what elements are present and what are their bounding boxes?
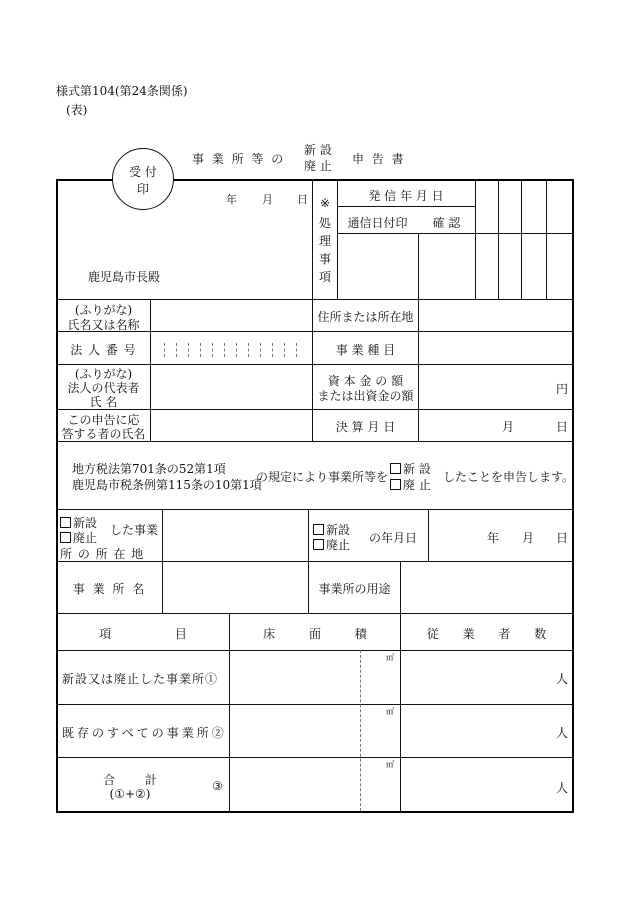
date-day-label: 日	[297, 193, 308, 206]
rep-furigana-label: (ふりがな)	[74, 367, 133, 381]
date-new-label: 新設	[326, 523, 351, 537]
row-1-people-unit: 人	[556, 672, 569, 686]
fiscal-day-label: 日	[556, 420, 569, 434]
title-option-new: 新 設	[304, 143, 332, 157]
table-header-employees: 従 業 者 数	[426, 627, 547, 641]
representative-input[interactable]	[151, 365, 312, 409]
processing-char-2: 理	[318, 234, 331, 248]
name-label: 氏名又は名称	[67, 318, 140, 332]
representative-label: 法人の代表者	[67, 381, 140, 395]
declaration-new-checkbox[interactable]	[390, 460, 431, 477]
sent-date-label: 発 信 年 月 日	[368, 189, 444, 203]
addressee: 鹿児島市長殿	[88, 270, 161, 284]
capital-label-1: 資 本 金 の 額	[327, 374, 404, 388]
responder-input[interactable]	[151, 410, 312, 441]
stamp-line-2: 印	[136, 182, 149, 196]
row-3-label: 合 計	[103, 773, 157, 787]
furigana-label: (ふりがな)	[74, 303, 133, 317]
change-date-label: の年月日	[369, 531, 418, 545]
row-1-label: 新設又は廃止した事業所①	[62, 672, 219, 686]
office-use-input[interactable]	[401, 562, 572, 613]
business-type-label: 事 業 種 目	[335, 343, 396, 357]
declaration-abolish-label: 廃 止	[403, 478, 431, 492]
processing-mark: ※	[319, 196, 331, 210]
confirm-label: 確 認	[432, 216, 461, 230]
table-header-area: 床 面 積	[263, 627, 367, 641]
change-month-label: 月	[522, 531, 535, 545]
form-side: (表)	[66, 103, 88, 117]
address-input[interactable]	[419, 300, 572, 331]
law-reference-2: 鹿児島市税条例第115条の10第1項	[72, 478, 262, 492]
location-label-suffix: した事業	[110, 523, 159, 537]
address-label: 住所または所在地	[317, 310, 414, 324]
responder-label-2: 答する者の氏名	[61, 427, 146, 441]
law-reference-1: 地方税法第701条の52第1項	[72, 462, 226, 476]
reception-stamp	[112, 148, 174, 210]
table-header-item: 項 目	[99, 627, 187, 641]
capital-label-2: または出資金の額	[317, 389, 414, 403]
date-month-label: 月	[262, 193, 273, 206]
title-right: 申 告 書	[352, 152, 406, 166]
form-number: 様式第104(第24条関係)	[56, 84, 188, 98]
processing-char-1: 処	[318, 216, 331, 230]
processing-char-4: 項	[318, 270, 331, 284]
row-3-number: ③	[212, 779, 223, 793]
location-abolish-label: 廃止	[73, 531, 98, 545]
responder-label-1: この申告に応	[67, 413, 140, 427]
declaration-middle: の規定により事業所等を	[256, 470, 389, 484]
fiscal-month-label: 月	[502, 420, 515, 434]
name-input[interactable]	[151, 301, 312, 331]
location-abolish-checkbox[interactable]	[60, 529, 97, 546]
title-left: 事 業 所 等 の	[192, 152, 286, 166]
change-day-label: 日	[556, 531, 569, 545]
row-3-area-unit: ㎡	[386, 760, 394, 769]
office-name-label: 事 業 所 名	[72, 582, 147, 596]
date-year-label: 年	[226, 193, 237, 206]
row-2-label: 既存のすべての事業所②	[62, 726, 227, 740]
processing-char-3: 事	[318, 252, 331, 266]
declaration-new-label: 新 設	[403, 462, 431, 476]
rep-name-label: 氏 名	[89, 395, 118, 409]
location-input[interactable]	[163, 510, 308, 561]
office-name-input[interactable]	[163, 562, 308, 613]
declaration-abolish-checkbox[interactable]	[390, 476, 431, 493]
row-2-people-unit: 人	[556, 726, 569, 740]
row-1-area-unit: ㎡	[386, 653, 394, 662]
row-3-sub: (①+②)	[109, 787, 151, 801]
business-type-input[interactable]	[419, 332, 572, 364]
stamp-line-1: 受 付	[129, 165, 157, 179]
comm-date-label: 通信日付印	[347, 216, 408, 230]
fiscal-label: 決 算 月 日	[335, 420, 396, 434]
corp-number-label: 法 人 番 号	[70, 343, 137, 357]
location-new-label: 新設	[73, 516, 98, 530]
office-use-label: 事業所の用途	[318, 582, 391, 596]
location-label-line2: 所 の 所 在 地	[60, 547, 145, 561]
date-abolish-label: 廃止	[326, 538, 351, 552]
title-option-abolish: 廃 止	[304, 159, 332, 173]
row-2-area-unit: ㎡	[386, 707, 394, 716]
date-abolish-checkbox[interactable]	[313, 536, 350, 553]
row-3-people-unit: 人	[556, 781, 569, 795]
capital-unit: 円	[556, 382, 569, 396]
change-year-label: 年	[487, 531, 500, 545]
declaration-end: したことを申告します。	[443, 470, 575, 484]
